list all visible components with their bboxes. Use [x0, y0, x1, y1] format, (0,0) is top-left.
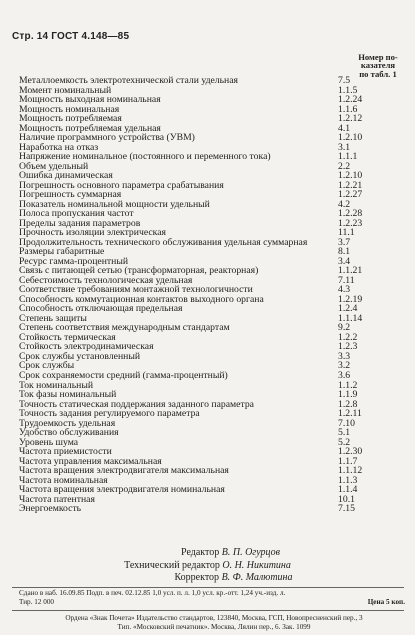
table-row [19, 504, 411, 514]
indicator-name: Момент номинальный [19, 84, 112, 96]
page-header: Стр. 14 ГОСТ 4.148—85 [12, 31, 130, 42]
indicator-code: 1.2.24 [338, 94, 363, 106]
credit-name: О. Н. Никитина [222, 559, 291, 571]
table-row [19, 352, 411, 362]
indicator-name: Себестоимость технологическая удельная [19, 274, 193, 286]
indicator-code: 3.6 [338, 369, 351, 381]
printer-line: Ордена «Знак Почета» Издательство стандартов, 123840, Москва, ГСП, Новопресненский пер., 3 [65, 614, 363, 622]
indicator-name: Способность отключающая предельная [19, 303, 183, 315]
indicator-code: 8.1 [338, 246, 351, 258]
indicator-code: 7.11 [338, 274, 355, 286]
indicator-code: 1.1.12 [338, 465, 363, 477]
indicator-code: 3.2 [338, 360, 351, 372]
indicator-name: Полоса пропускания частот [19, 208, 134, 220]
indicator-name: Пределы задания параметров [19, 217, 141, 229]
indicator-name: Частота приемистости [19, 446, 112, 458]
indicator-code: 1.1.3 [338, 474, 358, 486]
printer-line: Тип. «Московский печатник». Москва, Лялин пер., 6. Зак. 1099 [117, 622, 311, 631]
credit-tech-editor [0, 560, 415, 573]
indicator-code: 4.3 [338, 284, 351, 296]
indicator-name: Срок службы [19, 360, 75, 372]
credit-role: Редактор [181, 547, 220, 558]
indicator-code: 1.2.12 [338, 113, 363, 125]
divider [12, 587, 404, 588]
indicator-name: Ресурс гамма-процентный [19, 255, 129, 267]
indicator-name: Связь с питающей сетью (трансформаторная, реакторная) [19, 265, 259, 277]
indicator-name: Стойкость электродинамическая [19, 341, 154, 353]
credit-role: Корректор [174, 572, 220, 583]
indicator-name: Мощность выходная номинальная [19, 94, 161, 106]
indicator-name: Частота патентная [19, 493, 95, 505]
indicator-name: Погрешность основного параметра срабатывания [19, 179, 224, 191]
column-header [348, 53, 408, 78]
indicator-name: Мощность номинальная [19, 103, 120, 115]
indicator-name: Погрешность суммарная [19, 189, 122, 201]
indicator-name: Точность статическая поддержания заданного параметра [19, 398, 254, 410]
credit-name: В. Ф. Малютина [221, 572, 293, 583]
indicator-code: 1.2.23 [338, 217, 363, 229]
indicator-name: Ошибка динамическая [19, 170, 113, 182]
imprint [19, 589, 409, 607]
indicator-code: 11.1 [338, 227, 355, 239]
indicator-name: Напряжение номинальное (постоянного и переменного тока) [19, 151, 271, 163]
indicator-code: 1.1.21 [338, 265, 363, 277]
indicator-name: Частота вращения электродвигателя номинальная [19, 484, 225, 496]
indicator-name: Наработка на отказ [19, 141, 99, 153]
indicator-name: Стойкость термическая [19, 331, 116, 343]
indicator-name: Ток фазы номинальный [19, 389, 117, 401]
indicator-name: Прочность изоляции электрическая [19, 227, 166, 239]
indicator-list [19, 76, 411, 514]
divider [12, 610, 404, 611]
indicator-code: 7.15 [338, 503, 355, 515]
indicator-name: Частота номинальная [19, 474, 108, 486]
indicator-name: Металлоемкость электротехнической стали удельная [19, 75, 238, 86]
circulation: Тир. 12 000 [19, 598, 55, 606]
indicator-code: 1.1.6 [338, 103, 358, 115]
indicator-code: 5.1 [338, 427, 351, 439]
imprint-line: Сдано в наб. 16.09.85 Подп. в печ. 02.12.85 1,0 усл. п. л. 1,0 усл. кр.-отт. 1,24 уч.-изд. л. [19, 589, 286, 597]
indicator-code: 1.2.21 [338, 179, 363, 191]
editorial-credits [0, 547, 415, 585]
indicator-name: Трудоемкость удельная [19, 417, 116, 429]
indicator-name: Мощность потребляемая [19, 113, 122, 125]
indicator-code: 1.2.10 [338, 132, 363, 144]
indicator-code: 1.2.2 [338, 331, 358, 343]
credit-name: В. П. Огурцов [221, 547, 280, 558]
indicator-name: Способность коммутационная контактов выходного органа [19, 293, 264, 305]
indicator-code: 5.2 [338, 436, 351, 448]
column-header-line: казателя [360, 60, 396, 71]
indicator-code: 2.2 [338, 160, 351, 172]
indicator-name: Показатель номинальной мощности удельный [19, 198, 210, 210]
indicator-code: 1.2.8 [338, 398, 358, 410]
column-header-line: по табл. 1 [359, 68, 397, 79]
indicator-code: 3.4 [338, 255, 351, 267]
indicator-name: Размеры габаритные [19, 246, 105, 258]
indicator-code: 7.5 [338, 75, 351, 86]
indicator-name: Продолжительность технического обслуживания удельная суммарная [19, 236, 308, 248]
indicator-code: 1.1.9 [338, 389, 358, 401]
indicator-name: Уровень шума [19, 436, 79, 448]
indicator-name: Ток номинальный [19, 379, 94, 391]
indicator-name: Мощность потребляемая удельная [19, 122, 161, 134]
indicator-code: 1.2.19 [338, 293, 363, 305]
indicator-name: Удобство обслуживания [19, 427, 119, 439]
column-header-line: Номер по- [358, 52, 398, 62]
indicator-code: 1.2.3 [338, 341, 358, 353]
indicator-code: 1.1.7 [338, 455, 358, 467]
indicator-code: 1.2.10 [338, 170, 363, 182]
indicator-code: 1.1.5 [338, 84, 358, 96]
credit-role: Технический редактор [124, 559, 220, 571]
indicator-code: 1.1.2 [338, 379, 358, 391]
indicator-code: 1.1.14 [338, 312, 363, 324]
indicator-code: 3.7 [338, 236, 351, 248]
credit-corrector [0, 572, 415, 585]
indicator-code: 9.2 [338, 322, 351, 334]
indicator-name: Степень защиты [19, 312, 87, 324]
indicator-code: 7.10 [338, 417, 355, 429]
indicator-name: Соответствие требованиям монтажной технологичности [19, 284, 253, 296]
indicator-name: Степень соответствия международным стандартам [19, 322, 230, 334]
indicator-code: 4.2 [338, 198, 351, 210]
indicator-code: 1.1.4 [338, 484, 358, 496]
indicator-name: Срок службы установленный [19, 350, 141, 362]
indicator-name: Частота управления максимальная [19, 455, 162, 467]
indicator-name: Срок сохраняемости средний (гамма-процентный) [19, 369, 228, 381]
indicator-name: Объем удельный [19, 160, 89, 172]
indicator-name: Наличие программного устройства (УВМ) [19, 132, 195, 144]
indicator-code: 1.2.30 [338, 446, 363, 458]
imprint-line-2 [19, 598, 409, 607]
indicator-code: 10.1 [338, 493, 355, 505]
indicator-name: Точность задания регулируемого параметра [19, 408, 200, 420]
indicator-code: 4.1 [338, 122, 351, 134]
indicator-name: Частота вращения электродвигателя максимальная [19, 465, 229, 477]
indicator-code: 1.2.28 [338, 208, 363, 220]
indicator-code: 1.2.4 [338, 303, 358, 315]
indicator-code: 3.1 [338, 141, 351, 153]
indicator-code: 1.1.1 [338, 151, 358, 163]
price: Цена 5 коп. [367, 598, 405, 606]
indicator-code: 1.2.11 [338, 408, 362, 420]
credit-editor [0, 547, 415, 560]
indicator-code: 1.2.27 [338, 189, 363, 201]
indicator-code: 3.3 [338, 350, 351, 362]
indicator-name: Энергоемкость [19, 503, 82, 515]
printer-info [19, 614, 409, 631]
